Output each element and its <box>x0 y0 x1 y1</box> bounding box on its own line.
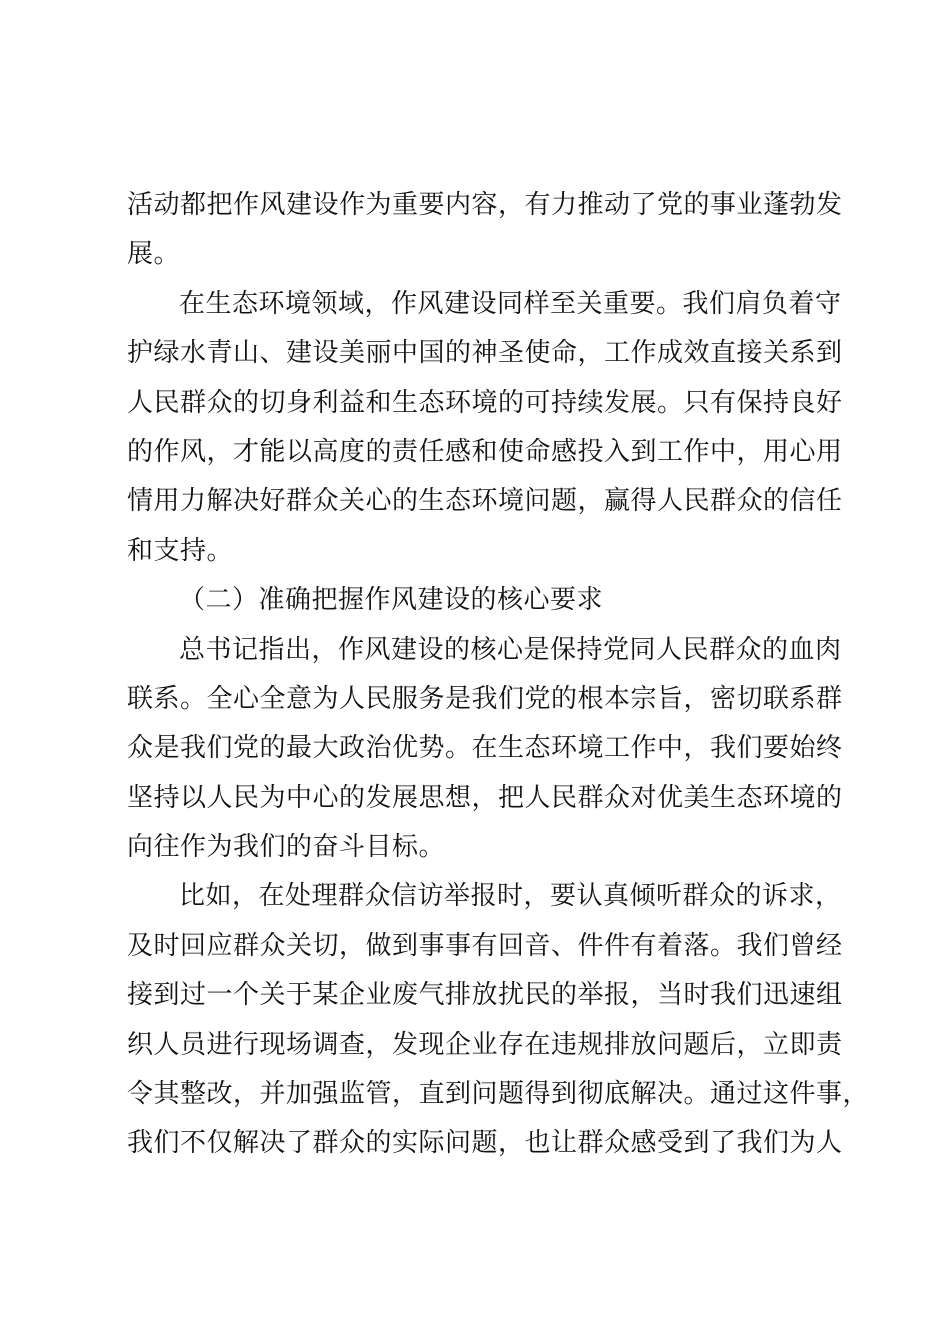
text-line-8: 和支持。 <box>127 535 234 566</box>
text-line-6: 的作风，才能以高度的责任感和使命感投入到工作中，用心用 <box>127 436 843 467</box>
text-line-1: 活动都把作风建设作为重要内容，有力推动了党的事业蓬勃发 <box>127 190 843 220</box>
text-line-2: 展。 <box>127 239 181 270</box>
text-line-5: 人民群众的切身利益和生态环境的可持续发展。只有保持良好 <box>127 387 843 418</box>
document-body <box>127 181 870 1169</box>
text-line-18: 织人员进行现场调查，发现企业存在违规排放问题后，立即责 <box>127 1029 843 1060</box>
text-line-20: 我们不仅解决了群众的实际问题，也让群众感受到了我们为人 <box>127 1128 843 1159</box>
text-line-7: 情用力解决好群众关心的生态环境问题，赢得人民群众的信任 <box>127 486 843 517</box>
text-line-3: 在生态环境领域，作风建设同样至关重要。我们肩负着守 <box>179 288 842 319</box>
text-line-17: 接到过一个关于某企业废气排放扰民的举报，当时我们迅速组 <box>127 980 843 1011</box>
text-line-12: 众是我们党的最大政治优势。在生态环境工作中，我们要始终 <box>127 733 843 764</box>
text-line-11: 联系。全心全意为人民服务是我们党的根本宗旨，密切联系群 <box>127 683 843 714</box>
text-line-4: 护绿水青山、建设美丽中国的神圣使命，工作成效直接关系到 <box>127 338 843 369</box>
text-line-16: 及时回应群众关切，做到事事有回音、件件有着落。我们曾经 <box>127 930 843 961</box>
text-line-19: 令其整改，并加强监管，直到问题得到彻底解决。通过这件事， <box>127 1079 870 1110</box>
text-line-15: 比如，在处理群众信访举报时，要认真倾听群众的诉求， <box>179 881 842 912</box>
text-line-10: 总书记指出，作风建设的核心是保持党同人民群众的血肉 <box>179 634 842 665</box>
section-heading: （二）准确把握作风建设的核心要求 <box>179 585 604 616</box>
text-line-13: 坚持以人民为中心的发展思想，把人民群众对优美生态环境的 <box>127 782 843 813</box>
text-line-14: 向往作为我们的奋斗目标。 <box>127 832 446 863</box>
